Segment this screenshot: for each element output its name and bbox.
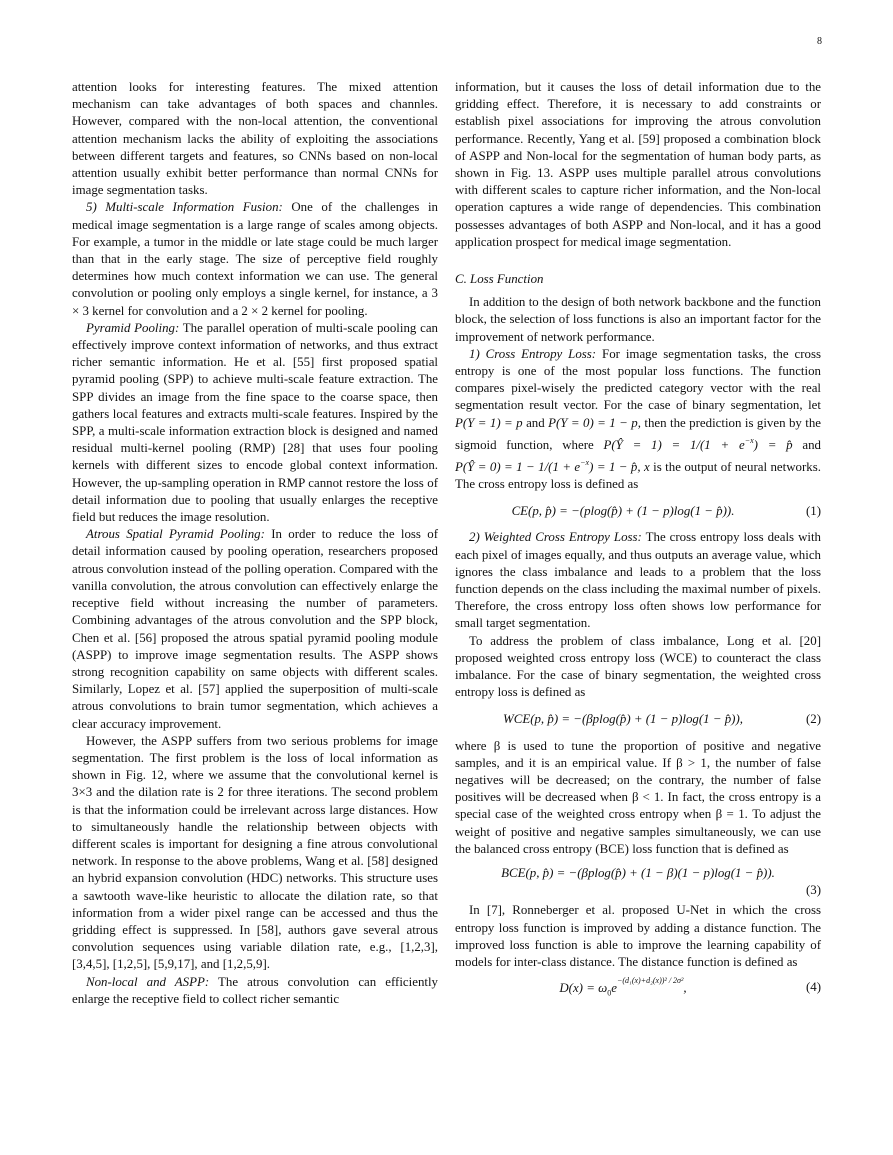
subsection-heading: Pyramid Pooling: xyxy=(86,320,180,335)
math-part: e xyxy=(611,981,617,996)
equation-1 xyxy=(455,500,821,522)
paragraph: To address the problem of class imbalance, Long et al. [20] proposed weighted cross entropy loss (WCE) to counteract the class imbalance. For the case of binary segmentation, the weighted cross entropy loss is defined as xyxy=(455,633,821,700)
equation-2 xyxy=(455,709,821,731)
subsection-heading: Atrous Spatial Pyramid Pooling: xyxy=(86,527,265,542)
paragraph: In [7], Ronneberger et al. proposed U-Net in which the cross entropy loss function is improved by adding a distance function. The improved loss function is able to improve the learning capability of models for inter-class distance. The distance function is defined as xyxy=(455,903,821,969)
equation-4 xyxy=(455,975,821,999)
equation-body xyxy=(455,972,791,1002)
paragraph xyxy=(72,320,438,526)
equation-number: (4) xyxy=(805,979,821,994)
subsection-heading: 5) Multi-scale Information Fusion: xyxy=(86,200,283,215)
math-superscript: −(d₁(x)+d₂(x))² / 2σ² xyxy=(616,976,684,986)
math-superscript: −x xyxy=(580,458,590,468)
paragraph: information, but it causes the loss of detail information due to the gridding effect. Therefore, it is necessary to add constraints or establish pixel associations for improving the atrous convolution performance. Recently, Yang et al. [59] proposed a combination block of ASPP and Non-local for the segmentation of human body parts, as shown in Fig. 13. ASPP uses multiple parallel atrous convolutions with different scales to capture richer information, and the Non-local operation captures a wide range of dependencies. This combination possesses advantages of both ASPP and Non-local, and it has a good application prospect for medical image segmentation. xyxy=(455,80,821,249)
equation-number: (1) xyxy=(805,503,821,518)
section-title: C. Loss Function xyxy=(455,272,544,287)
math-part: P(Ŷ = 1) = 1/(1 + e xyxy=(603,437,745,452)
math-part: P(Ŷ = 0) = 1 − 1/(1 + e xyxy=(455,460,581,475)
paragraph-text: then the prediction is given by the sigmoid function, where xyxy=(455,415,822,452)
paragraph-text: is the output of neural networks. The cross entropy loss is defined as xyxy=(455,460,821,492)
paragraph xyxy=(72,974,438,1008)
math-inline xyxy=(455,460,650,474)
subsection-heading: Non-local and ASPP: xyxy=(86,974,210,989)
math-superscript: −x xyxy=(744,435,754,445)
paragraph-text: The atrous convolution can efficiently enlarge the receptive field to collect richer semantic xyxy=(72,974,439,1006)
equation-body: BCE(p, p̂) = −(βplog(p̂) + (1 − β)(1 − p)log(1 − p̂)). xyxy=(501,865,775,880)
paragraph-text: The parallel operation of multi-scale pooling can effectively improve context information of networks, and thus extract richer semantic information. He et al. [55] first proposed spatial pyramid pooling (SPP) to achieve multi-scale feature extraction. The SPP divides an image from the fine space to the coarse space, then gathers local features and extracts multi-scale features. Inspired by the SPP, a multi-scale information extraction block is designed and named residual multi-kernel pooling (RMP) [28] that uses four pooling kernels with different sizes to encode global context information. However, the up-sampling operation in RMP cannot restore the loss of detail information due to pooling that usually enlarges the receptive field but reduces the image resolution. xyxy=(72,320,438,525)
paragraph: where β is used to tune the proportion of positive and negative samples, and it is an empirical value. If β > 1, the number of false negatives will be decreased; on the contrary, the number of false positives will be decreased when β < 1. In fact, the cross entropy is a special case of the weighted cross entropy when β = 1. To adjust the weight of positive and negative samples simultaneously, we can use the balanced cross entropy (BCE) loss function that is defined as xyxy=(455,738,821,856)
equation-number: (3) xyxy=(805,883,821,898)
math-inline: P(Y = 0) = 1 − p, xyxy=(548,415,641,430)
paragraph-text: One of the challenges in medical image segmentation is a large range of scales among objects. For example, a tumor in the middle or late stage could be much larger than that in the early stage. The size of perceptive field roughly determines how much context information we can use. The general convolution or pooling only employs a single kernel, for instance, a 3 × 3 kernel for convolution and a 2 × 2 kernel for pooling. xyxy=(72,200,438,318)
paragraph: However, the ASPP suffers from two serious problems for image segmentation. The first problem is the loss of local information as shown in Fig. 12, where we assume that the convolutional kernel is 3×3 and the dilation rate is 2 for three iterations. The second problem is that the information could be irrelevant across large distances. How to simultaneously handle the relationship between objects with different scales is important for designing a fine atrous convolutional network. In response to the above problems, Wang et al. [58] designed an hybrid expansion convolution (HDC) networks. This structure uses a sawtooth wave-like heuristic to allocate the dilation rate, so that information from a wider pixel range can be accessed and thus the gridding effect is suppressed. In [58], authors gave several atrous convolution sequences using variable dilation rate, e.g., [1,2,3], [3,4,5], [1,2,5], [5,9,17], and [1,2,5,9]. xyxy=(72,733,438,972)
paragraph-text: and xyxy=(526,415,545,430)
paragraph: attention looks for interesting features. The mixed attention mechanism can take advantages of both spaces and channles. However, compared with the non-local attention, the conventional attention mechanism lacks the ability of exploiting the associations between different targets and features, so CNNs based on non-local attention usually exhibit better performance than normal CNNs for image segmentation tasks. xyxy=(72,80,438,198)
equation-number: (2) xyxy=(805,711,821,726)
paragraph-text: and xyxy=(802,437,821,452)
right-column xyxy=(455,79,821,999)
math-part: , xyxy=(683,981,687,996)
paragraph: In addition to the design of both network backbone and the function block, the selection of loss functions is also an important factor for the improvement of network performance. xyxy=(455,295,821,344)
page-number: 8 xyxy=(817,36,822,47)
paragraph xyxy=(455,346,821,494)
paragraph xyxy=(72,526,438,732)
equation-body: CE(p, p̂) = −(plog(p̂) + (1 − p)log(1 − p̂)). xyxy=(511,503,735,518)
math-part: ) = 1 − p̂, x xyxy=(589,460,650,475)
paragraph-text: In order to reduce the loss of detail information caused by pooling operation, researchers proposed atrous convolution instead of the polling operation. Compared with the vanilla convolution, the atrous convolution can effectively enlarge the receptive field without increasing the number of parameters. Combining advantages of the atrous convolution and the SPP block, Chen et al. [56] proposed the atrous spatial pyramid pooling module (ASPP) to improve image segmentation results. The ASPP shows strong recognition capability on same objects with different scales. Similarly, Lopez et al. [57] applied the superposition of multi-scale atrous convolutions to brain tumor segmentation, which achieves a clear accuracy improvement. xyxy=(72,527,438,731)
math-part: ) = p̂ xyxy=(753,437,793,452)
subsection-heading: 1) Cross Entropy Loss: xyxy=(469,346,597,361)
subsection-heading: 2) Weighted Cross Entropy Loss: xyxy=(469,530,642,545)
math-inline xyxy=(603,435,793,452)
paragraph xyxy=(72,199,438,319)
paragraph-text: The cross entropy loss deals with each pixel of images equally, and thus outputs an average value, which ignores the class imbalance and leads to a problem that the loss function depends on the class including the maximal number of pixels. Therefore, the cross entropy loss often shows low performance for small target segmentation. xyxy=(455,530,821,631)
left-column xyxy=(72,79,438,1008)
paragraph xyxy=(455,529,821,632)
math-part: D(x) = ω xyxy=(559,981,608,996)
equation-body: WCE(p, p̂) = −(βplog(p̂) + (1 − p)log(1 − p̂)), xyxy=(502,711,743,726)
math-inline: P(Y = 1) = p xyxy=(455,415,523,430)
math-subscript: 0 xyxy=(607,988,612,998)
paragraph-text: For image segmentation tasks, the cross entropy is one of the most popular loss functions. The function compares pixel-wisely the predicted category vector with the real segmentation result vector. For the case of binary segmentation, let xyxy=(455,346,821,413)
equation-3 xyxy=(455,865,821,899)
